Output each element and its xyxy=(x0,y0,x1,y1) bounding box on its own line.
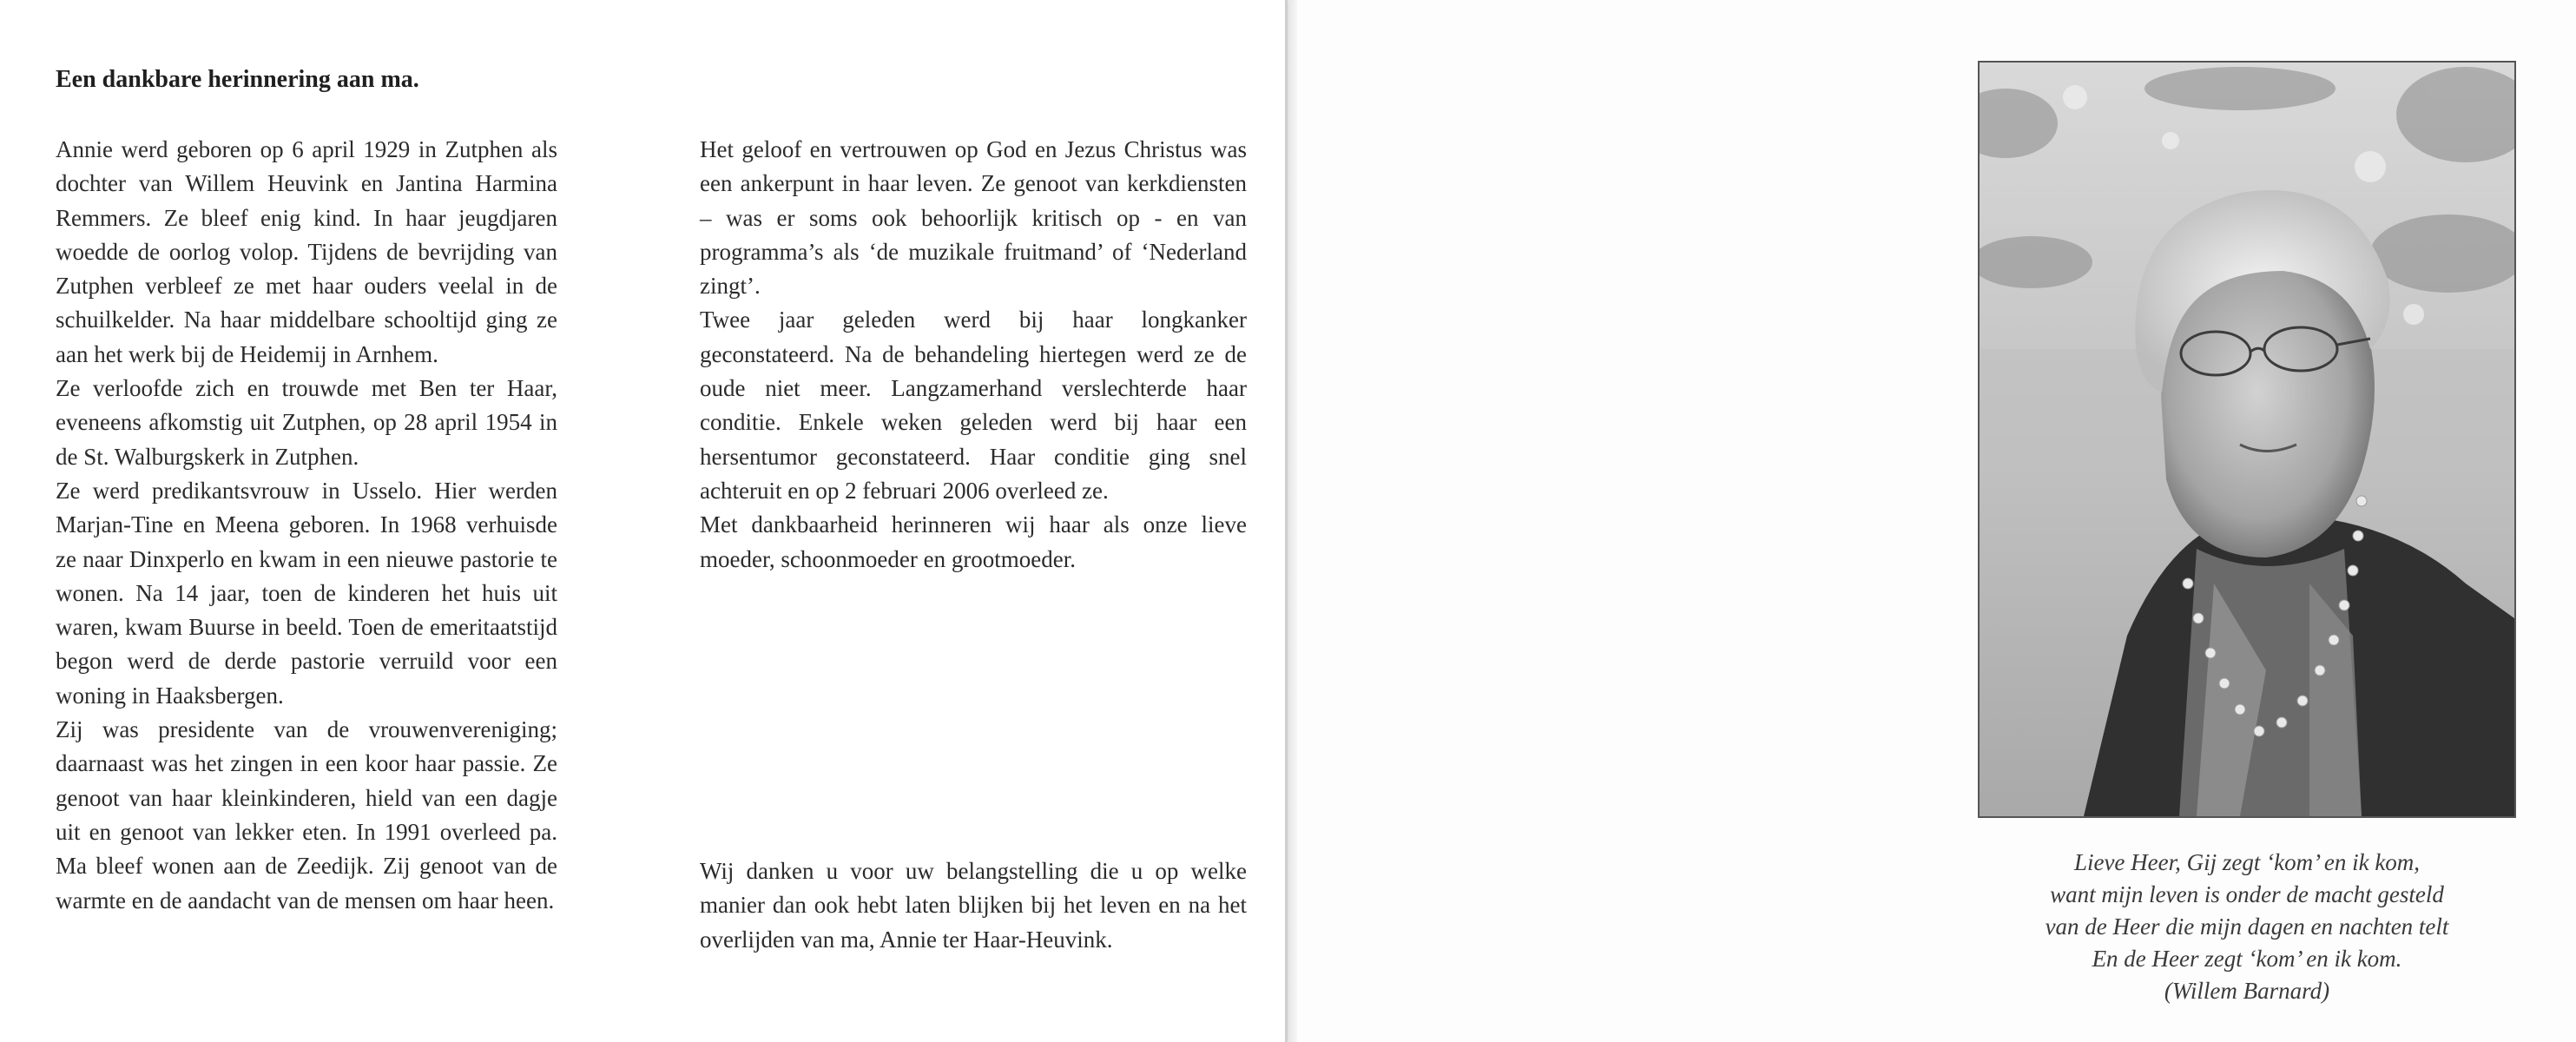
poem-author: (Willem Barnard) xyxy=(2164,978,2330,1004)
poem-line: van de Heer die mijn dagen en nachten telt xyxy=(2045,913,2449,940)
poem-line: Lieve Heer, Gij zegt ‘kom’ en ik kom, xyxy=(2073,849,2421,875)
poem-line: En de Heer zegt ‘kom’ en ik kom. xyxy=(2092,946,2402,972)
paragraph-faith: Het geloof en vertrouwen op God en Jezus Christus was een ankerpunt in haar leven. Ze genoot van kerkdiensten – was er soms ook behoorlijk kritisch op - en van programma’s als ‘de muzikale fruitmand’ of ‘Nederland zingt’. xyxy=(700,136,1247,300)
paragraph-later-life: Zij was presidente van de vrouwenvereniging; daarnaast was het zingen in een koor haar passie. Ze genoot van haar kleinkinderen, hield van een dagje uit en genoot van lekker eten. In 1991 overleed pa. Ma bleef wonen aan de Zeedijk. Zij genoot van de warmte en de aandacht van de mensen om haar heen. xyxy=(56,716,557,913)
paragraph-illness: Twee jaar geleden werd bij haar longkanker geconstateerd. Na de behandeling hiertegen werd ze de oude niet meer. Langzamerhand verslechterde haar conditie. Enkele weken geleden werd bij haar een hersentumor geconstateerd. Haar conditie ging snel achteruit en op 2 februari 2006 overleed ze. xyxy=(700,307,1247,504)
memorial-heading: Een dankbare herinnering aan ma. xyxy=(56,66,419,93)
poem-line: want mijn leven is onder de macht gesteld xyxy=(2050,881,2444,907)
closing-poem xyxy=(1934,847,2560,1007)
paragraph-thanks: Wij danken u voor uw belangstelling die u op welke manier dan ook hebt laten blijken bij het leven en na het overlijden van ma, Annie ter Haar-Heuvink. xyxy=(700,858,1247,953)
paragraph-marriage: Ze verloofde zich en trouwde met Ben ter Haar, eveneens afkomstig uit Zutphen, op 28 april 1954 in de St. Walburgskerk in Zutphen. xyxy=(56,375,557,470)
biography-column-right xyxy=(700,133,1247,577)
portrait-photo xyxy=(1978,61,2516,818)
paragraph-pastorates: Ze werd predikantsvrouw in Usselo. Hier werden Marjan-Tine en Meena geboren. In 1968 verhuisde ze naar Dinxperlo en kwam in een nieuwe pastorie te wonen. Na 14 jaar, toen de kinderen het huis uit waren, kwam Buurse in beeld. Toen de emeritaatstijd begon werd de derde pastorie verruild voor een woning in Haaksbergen. xyxy=(56,477,557,709)
thanks-column xyxy=(700,854,1247,957)
paragraph-birth: Annie werd geboren op 6 april 1929 in Zutphen als dochter van Willem Heuvink en Jantina Harmina Remmers. Ze bleef enig kind. In haar jeugdjaren woedde de oorlog volop. Tijdens de bevrijding van Zutphen verbleef ze met haar ouders veelal in de schuilkelder. Na haar middelbare schooltijd ging ze aan het werk bij de Heidemij in Arnhem. xyxy=(56,136,557,367)
biography-column-left xyxy=(56,133,557,918)
card-fold xyxy=(1288,0,1297,1042)
paragraph-remembrance: Met dankbaarheid herinneren wij haar als onze lieve moeder, schoonmoeder en grootmoeder. xyxy=(700,511,1247,572)
